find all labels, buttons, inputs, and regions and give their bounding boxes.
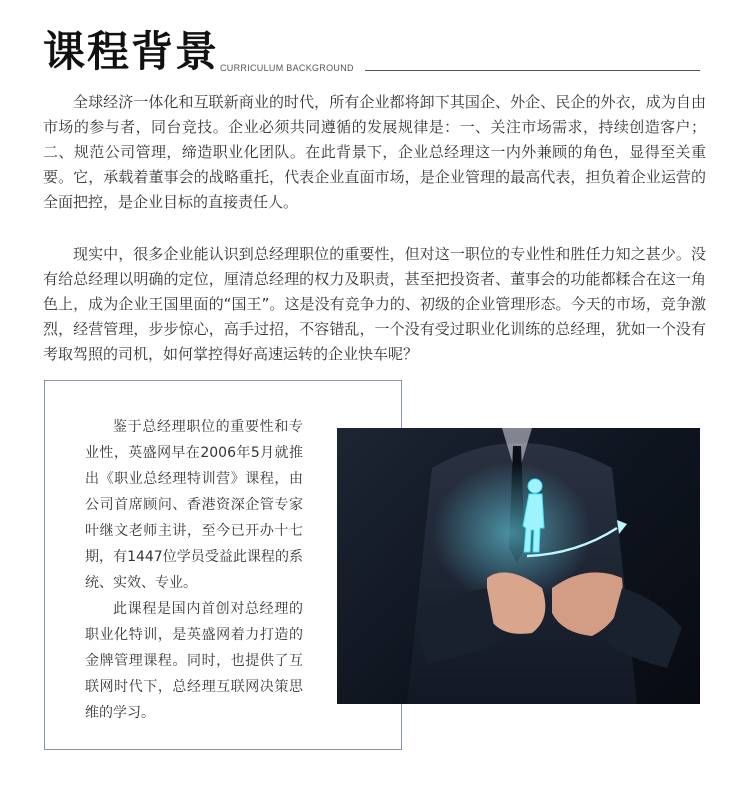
title-divider bbox=[365, 70, 700, 71]
course-info-paragraph-2: 此课程是国内首创对总经理的职业化特训，是英盛网着力打造的金牌管理课程。同时，也提供了互联网时代下，总经理互联网决策思维的学习。 bbox=[85, 601, 303, 721]
reality-paragraph: 现实中，很多企业能认识到总经理职位的重要性，但对这一职位的专业性和胜任力知之甚少。没有给总经理以明确的定位，厘清总经理的权力及职责，甚至把投资者、董事会的功能都糅合在这一角色上，成为企业王国里面的“国王”。这是没有竞争力的、初级的企业管理形态。今天的市场，竞争激烈，经营管理，步步惊心，高手过招，不容错乱，一个没有受过职业化训练的总经理，犹如一个没有考取驾照的司机，如何掌控得好高速运转的企业快车呢？ bbox=[43, 245, 706, 363]
page-subtitle: CURRICULUM BACKGROUND bbox=[220, 63, 354, 73]
page-title: 课程背景 bbox=[43, 27, 220, 76]
intro-paragraph: 全球经济一体化和互联新商业的时代，所有企业都将卸下其国企、外企、民企的外衣，成为自由市场的参与者，同台竞技。企业必须共同遵循的发展规律是：一、关注市场需求，持续创造客户；二、规范公司管理，缔造职业化团队。在此背景下，企业总经理这一内外兼顾的角色，显得至关重要。它，承载着董事会的战略重托，代表企业直面市场，是企业管理的最高代表，担负着企业运营的全面把控，是企业目标的直接责任人。 bbox=[43, 93, 706, 211]
businessman-hands-growth-photo bbox=[337, 428, 700, 704]
course-info-text bbox=[85, 414, 303, 726]
course-info-paragraph-1: 鉴于总经理职位的重要性和专业性，英盛网早在2006年5月就推出《职业总经理特训营》课程，由公司首席顾问、香港资深企管专家叶继文老师主讲，至今已开办十七期，有1447位学员受益此课程的系统、实效、专业。 bbox=[85, 419, 303, 591]
photo-illustration bbox=[337, 428, 700, 704]
